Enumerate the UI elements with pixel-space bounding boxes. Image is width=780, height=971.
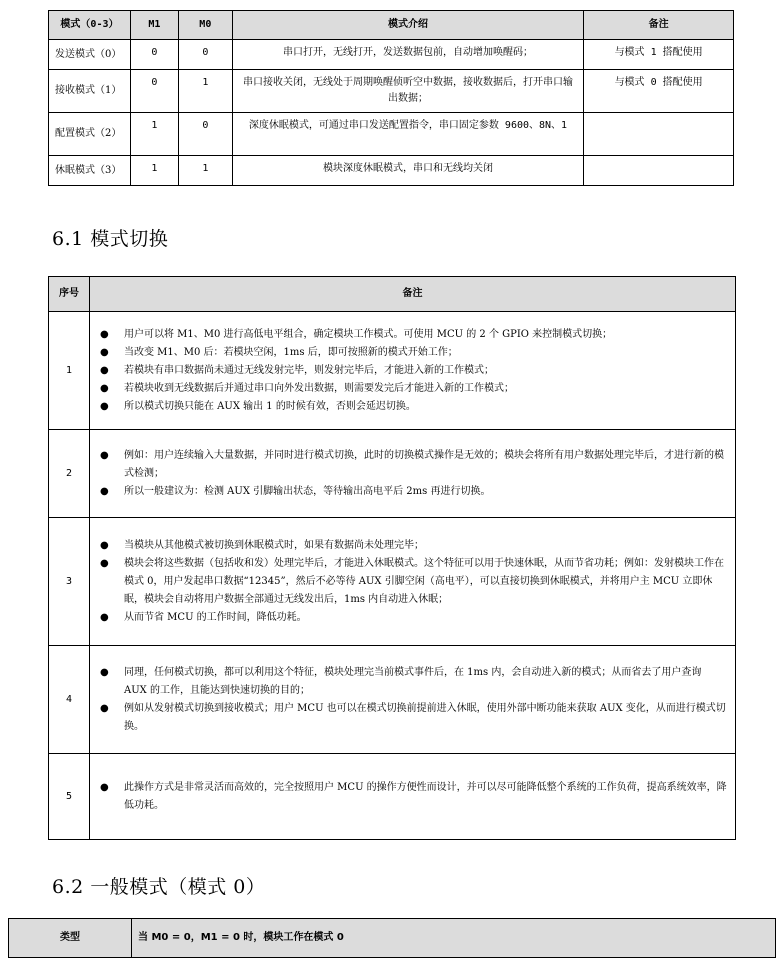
row-number: 4 [49, 646, 90, 754]
m1-value: 0 [130, 40, 178, 70]
list-item: ● 例如：用户连续输入大量数据，并同时进行模式切换，此时的切换模式操作是无效的；模块会将所有用户数据处理完毕后，才进行新的模式检测； [96, 447, 727, 483]
list-item: ● 用户可以将 M1、M0 进行高低电平组合，确定模块工作模式。可使用 MCU 的 2 个 GPIO 来控制模式切换； [96, 326, 727, 344]
header-mode: 模式（0-3） [49, 11, 131, 40]
list-item: ● 当模块从其他模式被切换到休眠模式时，如果有数据尚未处理完毕； [96, 537, 727, 555]
m0-value: 0 [178, 113, 232, 156]
mode-desc: 串口打开，无线打开，发送数据包前，自动增加唤醒码； [232, 40, 583, 70]
row-number: 5 [49, 754, 90, 840]
row-number: 3 [49, 518, 90, 646]
switch-table-header [49, 277, 736, 312]
mode-name: 配置模式（2） [49, 113, 131, 156]
list-item: ● 同理，任何模式切换，都可以利用这个特征，模块处理完当前模式事件后，在 1ms 内，会自动进入新的模式；从而省去了用户查询 AUX 的工作，且能达到快速切换的目的； [96, 664, 727, 700]
table-row [49, 156, 734, 186]
table-row [49, 754, 736, 840]
section-heading-6-1: 6.1 模式切换 [52, 228, 169, 250]
row-notes [90, 430, 736, 518]
header-desc: 模式介绍 [232, 11, 583, 40]
row-notes [90, 646, 736, 754]
mode-name: 接收模式（1） [49, 70, 131, 113]
m0-value: 0 [178, 40, 232, 70]
header-m0: M0 [178, 11, 232, 40]
m1-value: 1 [130, 156, 178, 186]
m0-value: 1 [178, 70, 232, 113]
list-item: ● 所以模式切换只能在 AUX 输出 1 的时候有效，否则会延迟切换。 [96, 398, 727, 416]
list-item: ● 当改变 M1、M0 后：若模块空闲，1ms 后，即可按照新的模式开始工作； [96, 344, 727, 362]
table-row [49, 518, 736, 646]
table-row [49, 646, 736, 754]
table-row [49, 312, 736, 430]
header-note: 备注 [584, 11, 734, 40]
mode-note: 与模式 1 搭配使用 [584, 40, 734, 70]
list-item: ● 此操作方式是非常灵活而高效的，完全按照用户 MCU 的操作方便性而设计，并可以尽可能降低整个系统的工作负荷，提高系统效率，降低功耗。 [96, 779, 727, 815]
mode-table [48, 10, 734, 186]
table-row [49, 113, 734, 156]
mode0-value: 当 M0 = 0，M1 = 0 时，模块工作在模式 0 [132, 919, 776, 958]
mode-desc: 模块深度休眠模式，串口和无线均关闭 [232, 156, 583, 186]
section-heading-6-2: 6.2 一般模式（模式 0） [52, 876, 266, 898]
list-item: ● 从而节省 MCU 的工作时间，降低功耗。 [96, 609, 727, 627]
list-item: ● 所以一般建议为：检测 AUX 引脚输出状态，等待输出高电平后 2ms 再进行切换。 [96, 483, 727, 501]
mode-desc: 串口接收关闭，无线处于周期唤醒侦听空中数据，接收数据后，打开串口输出数据； [232, 70, 583, 113]
header-m1: M1 [130, 11, 178, 40]
mode-note [584, 156, 734, 186]
list-item: ● 模块会将这些数据（包括收和发）处理完毕后，才能进入休眠模式。这个特征可以用于快速休眠，从而节省功耗；例如：发射模块工作在模式 0，用户发起串口数据“12345”，然后不必等待 AUX 引脚空闲（高电平），可以直接切换到休眠模式，并将用户主 MCU 立即休眠，模块会自动将用户数据全部通过无线发出后，1ms 内自动进入休眠； [96, 555, 727, 609]
row-number: 1 [49, 312, 90, 430]
table-row [49, 40, 734, 70]
row-notes [90, 754, 736, 840]
mode-note: 与模式 0 搭配使用 [584, 70, 734, 113]
row-notes [90, 312, 736, 430]
mode-table-header [49, 11, 734, 40]
table-row [49, 70, 734, 113]
switch-table [48, 276, 736, 840]
list-item: ● 若模块收到无线数据后并通过串口向外发出数据，则需要发完后才能进入新的工作模式； [96, 380, 727, 398]
m1-value: 0 [130, 70, 178, 113]
mode-name: 发送模式（0） [49, 40, 131, 70]
table-row [49, 430, 736, 518]
header-remark: 备注 [90, 277, 736, 312]
header-num: 序号 [49, 277, 90, 312]
mode0-table [8, 918, 776, 958]
mode-note [584, 113, 734, 156]
list-item: ● 若模块有串口数据尚未通过无线发射完毕，则发射完毕后，才能进入新的工作模式； [96, 362, 727, 380]
mode-desc: 深度休眠模式，可通过串口发送配置指令，串口固定参数 9600、8N、1 [232, 113, 583, 156]
table-row [9, 919, 776, 958]
row-notes [90, 518, 736, 646]
row-number: 2 [49, 430, 90, 518]
m1-value: 1 [130, 113, 178, 156]
mode-name: 休眠模式（3） [49, 156, 131, 186]
mode0-key: 类型 [9, 919, 132, 958]
m0-value: 1 [178, 156, 232, 186]
list-item: ● 例如从发射模式切换到接收模式；用户 MCU 也可以在模式切换前提前进入休眠，使用外部中断功能来获取 AUX 变化，从而进行模式切换。 [96, 700, 727, 736]
